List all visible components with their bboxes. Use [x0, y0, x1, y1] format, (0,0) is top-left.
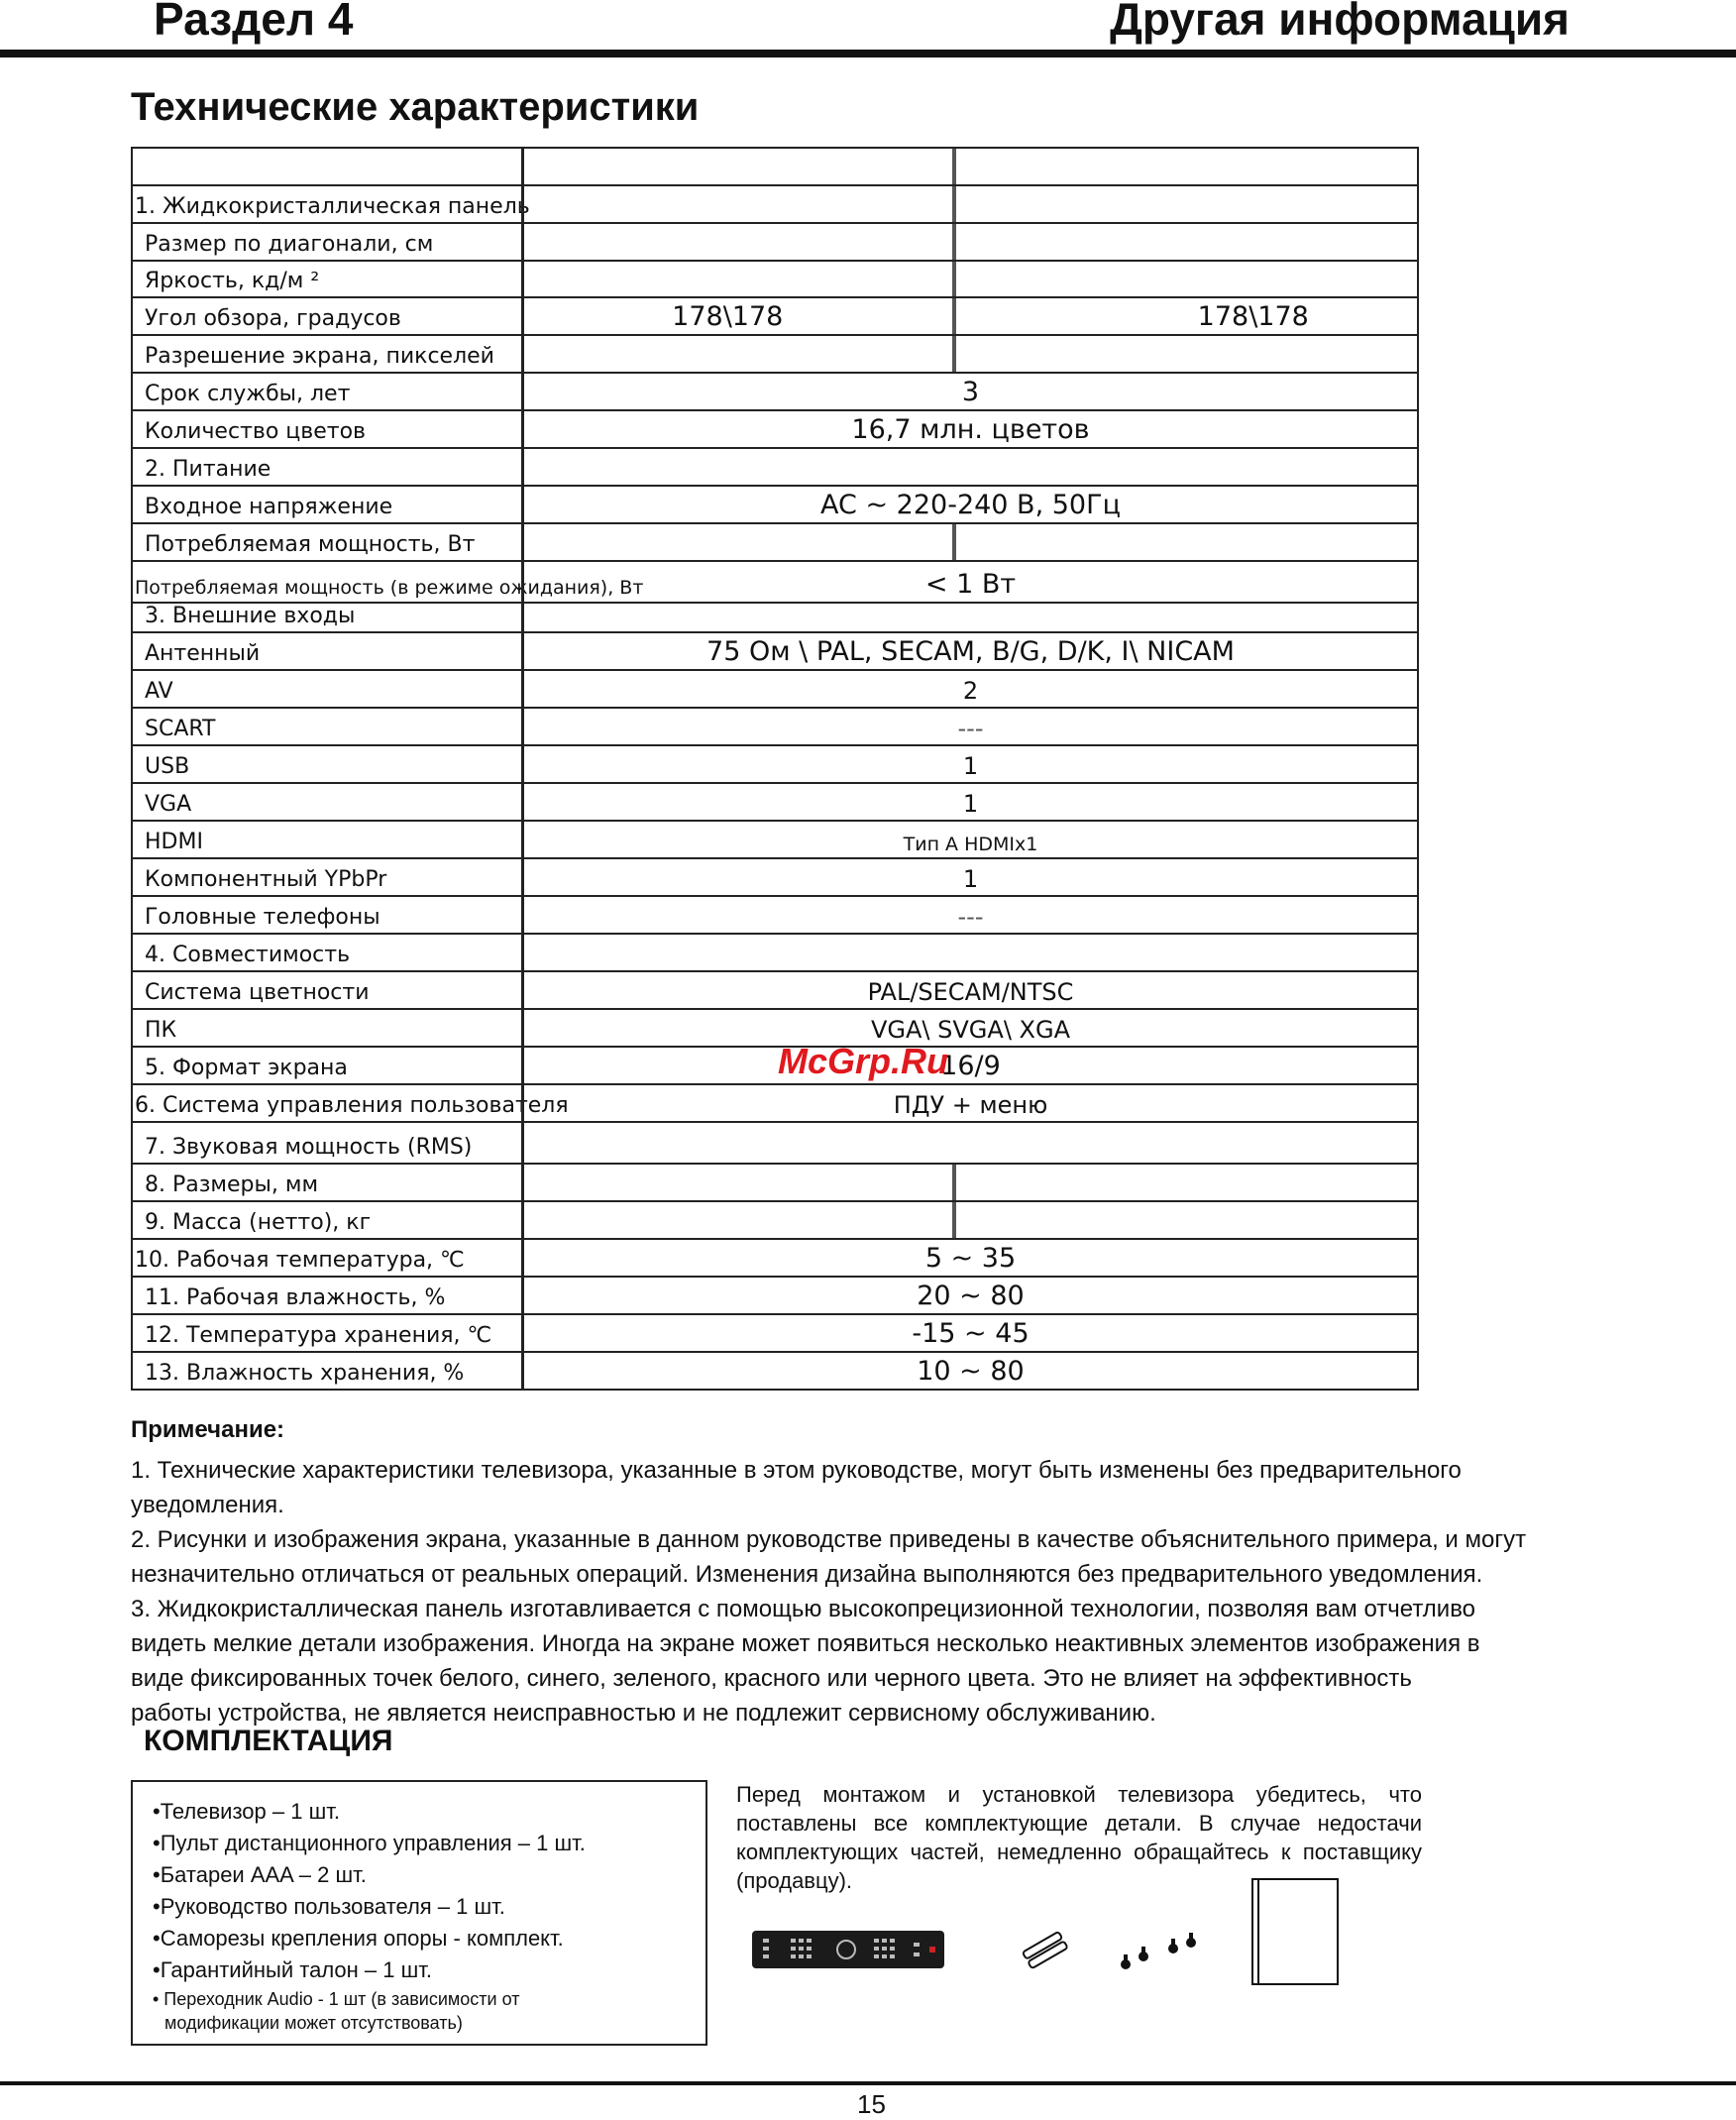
spec-label: 5. Формат экрана — [131, 1048, 521, 1085]
spec-value: 3 — [521, 374, 1419, 411]
footer-divider — [0, 2081, 1736, 2085]
spec-value — [521, 604, 1419, 633]
spec-value: 20 ~ 80 — [521, 1278, 1419, 1315]
spec-row — [131, 224, 1419, 262]
kit-warning: Перед монтажом и установкой телевизора убедитесь, что поставлены все комплектующие детали. В случае недостачи комплектующих частей, немедленно обращайтесь к поставщику (продавцу). — [736, 1782, 1422, 1893]
spec-value: 16/9 — [521, 1048, 1419, 1085]
spec-label: Размер по диагонали, см — [131, 224, 521, 262]
spec-label: Разрешение экрана, пикселей — [131, 336, 521, 374]
spec-label: 2. Питание — [131, 449, 521, 487]
spec-label: USB — [131, 746, 521, 784]
spec-value: VGA\ SVGA\ XGA — [521, 1010, 1419, 1048]
spec-label: 4. Совместимость — [131, 935, 521, 972]
spec-label: 3. Внешние входы — [131, 604, 521, 633]
spec-row — [131, 604, 1419, 633]
spec-value: 1 — [521, 859, 1419, 897]
kit-item: •Руководство пользователя – 1 шт. — [153, 1894, 505, 1919]
spec-label: 6. Система управления пользователя — [131, 1085, 521, 1123]
spec-row — [131, 524, 1419, 562]
spec-value: ПДУ + меню — [521, 1085, 1419, 1123]
note-line: видеть мелкие детали изображения. Иногда на экране может появиться несколько неактивных элементов изображения в — [131, 1630, 1480, 1657]
spec-label: 13. Влажность хранения, % — [131, 1353, 521, 1391]
spec-value-left: 178\178 — [672, 301, 784, 332]
spec-row — [131, 1165, 1419, 1202]
spec-row — [131, 1315, 1419, 1353]
spec-value: Тип A HDMIx1 — [521, 822, 1419, 859]
spec-row — [131, 859, 1419, 897]
spec-label: 9. Масса (нетто), кг — [131, 1202, 521, 1240]
spec-row — [131, 1010, 1419, 1048]
spec-value — [521, 1123, 1419, 1165]
spec-value: 75 Ом \ PAL, SECAM, B/G, D/K, I\ NICAM — [521, 633, 1419, 671]
spec-value-pair — [521, 186, 1419, 224]
spec-label: Яркость, кд/м ² — [131, 262, 521, 298]
spec-row — [131, 262, 1419, 298]
page-title: Технические характеристики — [131, 85, 700, 129]
note-line: незначительно отличаться от реальных операций. Изменения дизайна выполняются без предварительного уведомления. — [131, 1561, 1483, 1588]
spec-row — [131, 1353, 1419, 1391]
kit-item: •Батареи AAA – 2 шт. — [153, 1862, 367, 1887]
spec-value-pair — [521, 262, 1419, 298]
spec-table — [131, 147, 1419, 1391]
screws-image — [1116, 1929, 1201, 1974]
manual-image — [1250, 1877, 1342, 1988]
spec-value: AC ~ 220-240 В, 50Гц — [521, 487, 1419, 524]
spec-value: 5 ~ 35 — [521, 1240, 1419, 1278]
spec-label: 12. Температура хранения, ℃ — [131, 1315, 521, 1353]
remote-control-image — [751, 1927, 945, 1972]
watermark: McGrp.Ru — [778, 1041, 949, 1081]
spec-label: ПК — [131, 1010, 521, 1048]
kit-item: •Пульт дистанционного управления – 1 шт. — [153, 1831, 586, 1855]
spec-value-pair — [521, 224, 1419, 262]
spec-label: SCART — [131, 709, 521, 746]
kit-item-adapter: • Переходник Audio - 1 шт (в зависимости от — [153, 1989, 520, 2009]
spec-row — [131, 487, 1419, 524]
notes-block — [131, 1412, 1617, 1730]
spec-label: Потребляемая мощность, Вт — [131, 524, 521, 562]
note-line: 3. Жидкокристаллическая панель изготавливается с помощью высокопрецизионной технологии, позволяя вам отчетливо — [131, 1596, 1476, 1622]
spec-row — [131, 972, 1419, 1010]
spec-row — [131, 411, 1419, 449]
spec-row — [131, 746, 1419, 784]
note-line: работы устройства, не является неисправностью и не подлежит сервисному обслуживанию. — [131, 1700, 1156, 1727]
kit-item: •Саморезы крепления опоры - комплект. — [153, 1926, 564, 1951]
spec-row — [131, 449, 1419, 487]
note-line: 2. Рисунки и изображения экрана, указанные в данном руководстве приведены в качестве объяснительного примера, и могут — [131, 1526, 1527, 1553]
spec-label: AV — [131, 671, 521, 709]
spec-label: Срок службы, лет — [131, 374, 521, 411]
spec-value-pair — [521, 1165, 1419, 1202]
header-divider — [0, 50, 1736, 57]
spec-value: --- — [521, 709, 1419, 746]
spec-row — [131, 298, 1419, 336]
spec-label: Головные телефоны — [131, 897, 521, 935]
kit-item-adapter-note: модификации может отсутствовать) — [164, 2013, 463, 2033]
spec-value — [521, 449, 1419, 487]
spec-row — [131, 1202, 1419, 1240]
spec-row — [131, 671, 1419, 709]
spec-row — [131, 709, 1419, 746]
spec-label: Угол обзора, градусов — [131, 298, 521, 336]
spec-row — [131, 336, 1419, 374]
notes-heading: Примечание: — [131, 1416, 285, 1443]
spec-label: HDMI — [131, 822, 521, 859]
section-label: Раздел 4 — [154, 0, 354, 45]
spec-row — [131, 374, 1419, 411]
spec-row — [131, 562, 1419, 604]
spec-label: 11. Рабочая влажность, % — [131, 1278, 521, 1315]
spec-value-pair — [521, 524, 1419, 562]
spec-value-pair — [521, 1202, 1419, 1240]
spec-value: --- — [521, 897, 1419, 935]
spec-row — [131, 1085, 1419, 1123]
spec-value: 10 ~ 80 — [521, 1353, 1419, 1391]
spec-value: 1 — [521, 746, 1419, 784]
spec-value: < 1 Вт — [521, 562, 1419, 604]
spec-label: Количество цветов — [131, 411, 521, 449]
spec-label: 10. Рабочая температура, ℃ — [131, 1240, 521, 1278]
spec-value-pair — [521, 298, 1419, 336]
kit-item: •Гарантийный талон – 1 шт. — [153, 1957, 432, 1982]
spec-label: Входное напряжение — [131, 487, 521, 524]
spec-row — [131, 1240, 1419, 1278]
spec-row — [131, 147, 1419, 186]
spec-row — [131, 186, 1419, 224]
page-number: 15 — [857, 2089, 886, 2119]
spec-row — [131, 935, 1419, 972]
section-title: Другая информация — [1110, 0, 1570, 45]
batteries-image — [1021, 1931, 1070, 1970]
spec-value-right: 178\178 — [1197, 301, 1309, 332]
spec-label — [131, 149, 521, 186]
spec-value-pair — [521, 336, 1419, 374]
spec-label: 1. Жидкокристаллическая панель — [131, 186, 521, 224]
spec-value: 2 — [521, 671, 1419, 709]
note-line: 1. Технические характеристики телевизора, указанные в этом руководстве, могут быть изменены без предварительного уведомления. — [131, 1457, 1462, 1518]
spec-value-pair — [521, 149, 1419, 186]
spec-value: 1 — [521, 784, 1419, 822]
spec-label: Компонентный YPbPr — [131, 859, 521, 897]
spec-label: 8. Размеры, мм — [131, 1165, 521, 1202]
spec-row — [131, 633, 1419, 671]
spec-row — [131, 1123, 1419, 1165]
kit-item: •Телевизор – 1 шт. — [153, 1799, 340, 1824]
spec-label: Антенный — [131, 633, 521, 671]
spec-row — [131, 1278, 1419, 1315]
spec-label: VGA — [131, 784, 521, 822]
spec-row — [131, 822, 1419, 859]
spec-value: 16,7 млн. цветов — [521, 411, 1419, 449]
spec-label: 7. Звуковая мощность (RMS) — [131, 1123, 521, 1165]
spec-row — [131, 784, 1419, 822]
spec-label: Потребляемая мощность (в режиме ожидания), Вт — [131, 562, 521, 604]
spec-row — [131, 897, 1419, 935]
spec-row — [131, 1048, 1419, 1085]
spec-value: -15 ~ 45 — [521, 1315, 1419, 1353]
spec-label: Система цветности — [131, 972, 521, 1010]
kit-list — [131, 1780, 707, 2046]
spec-value: PAL/SECAM/NTSC — [521, 972, 1419, 1010]
kit-title: КОМПЛЕКТАЦИЯ — [144, 1725, 393, 1757]
note-line: виде фиксированных точек белого, синего, зеленого, красного или черного цвета. Это не влияет на эффективность — [131, 1665, 1412, 1692]
spec-value — [521, 935, 1419, 972]
